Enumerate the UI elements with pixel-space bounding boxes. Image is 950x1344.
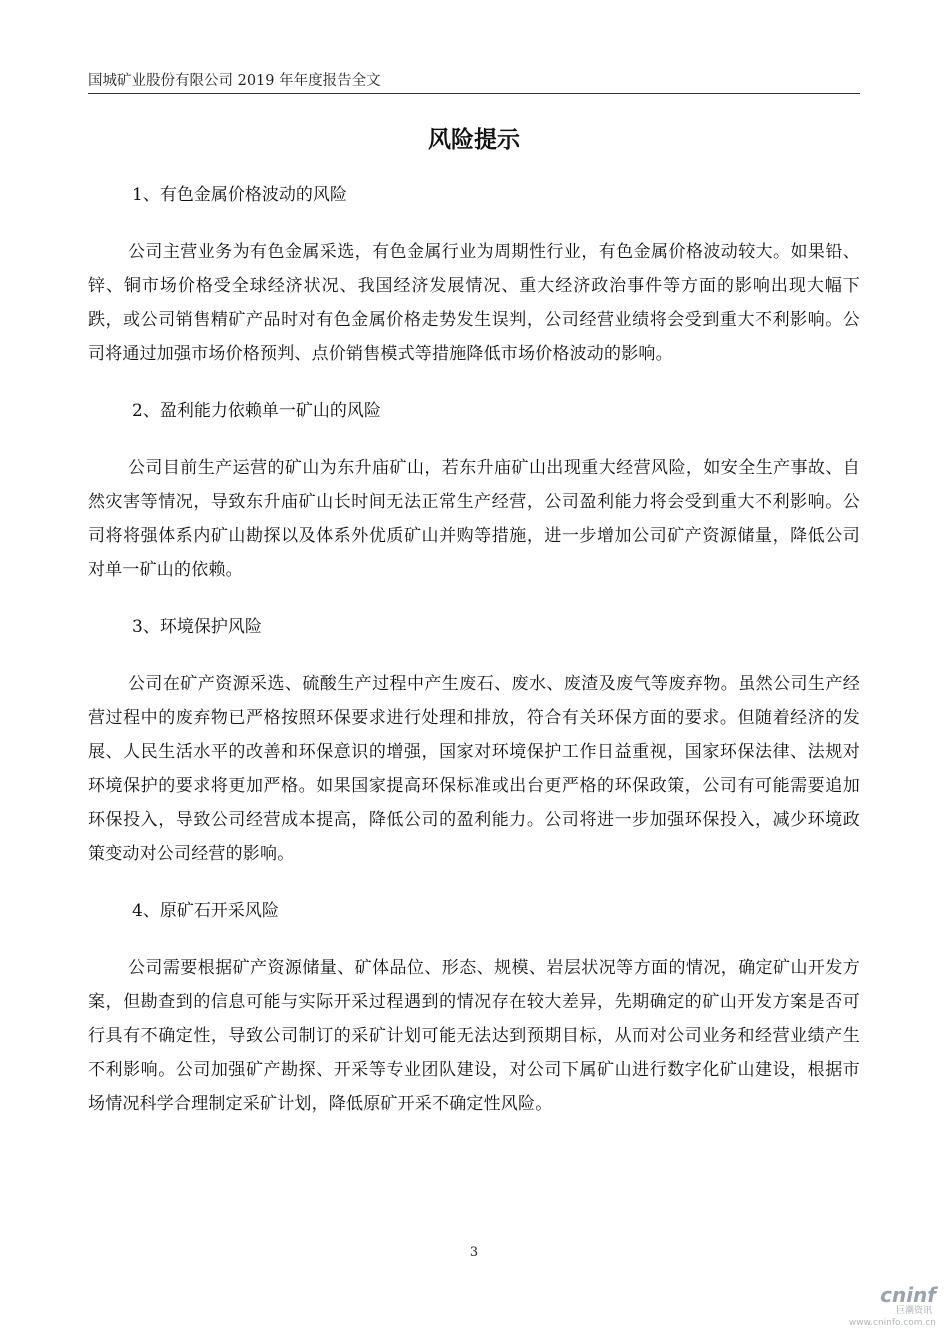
page-header (88, 72, 860, 94)
watermark-cn-name: 巨潮资讯 (895, 1306, 932, 1316)
section-heading: 4、原矿石开采风险 (132, 901, 279, 921)
watermark-url: www.cninfo.com.cn (848, 1318, 936, 1328)
page-title: 风险提示 (428, 126, 520, 153)
section-heading: 3、环境保护风险 (132, 617, 262, 637)
watermark-logo-text: cninf (880, 1283, 936, 1307)
risk-section-4 (88, 895, 860, 1121)
header-text: 国城矿业股份有限公司 2019 年年度报告全文 (88, 73, 381, 89)
risk-section-3 (88, 611, 860, 871)
section-paragraph: 公司需要根据矿产资源储量、矿体品位、形态、规模、岩层状况等方面的情况，确定矿山开发方案，但勘查到的信息可能与实际开采过程遇到的情况存在较大差异，先期确定的矿山开发方案是否可行具有不确定性，导致公司制订的采矿计划可能无法达到预期目标，从而对公司业务和经营业绩产生不利影响。公司加强矿产勘探、开采等专业团队建设，对公司下属矿山进行数字化矿山建设，根据市场情况科学合理制定采矿计划，降低原矿开采不确定性风险。 (88, 958, 860, 1114)
document-body (88, 179, 860, 1145)
page-number: 3 (469, 1245, 479, 1260)
section-paragraph: 公司主营业务为有色金属采选，有色金属行业为周期性行业，有色金属价格波动较大。如果铅、锌、铜市场价格受全球经济状况、我国经济发展情况、重大经济政治事件等方面的影响出现大幅下跌，或公司销售精矿产品时对有色金属价格走势发生误判，公司经营业绩将会受到重大不利影响。公司将通过加强市场价格预判、点价销售模式等措施降低市场价格波动的影响。 (88, 242, 860, 364)
section-heading: 1、有色金属价格波动的风险 (132, 185, 347, 205)
risk-section-2 (88, 395, 860, 587)
section-heading: 2、盈利能力依赖单一矿山的风险 (132, 401, 381, 421)
section-paragraph: 公司在矿产资源采选、硫酸生产过程中产生废石、废水、废渣及废气等废弃物。虽然公司生产经营过程中的废弃物已严格按照环保要求进行处理和排放，符合有关环保方面的要求。但随着经济的发展、人民生活水平的改善和环保意识的增强，国家对环境保护工作日益重视，国家环保法律、法规对环境保护的要求将更加严格。如果国家提高环保标准或出台更严格的环保政策，公司有可能需要追加环保投入，导致公司经营成本提高，降低公司的盈利能力。公司将进一步加强环保投入，减少环境政策变动对公司经营的影响。 (88, 674, 860, 864)
cninfo-watermark-logo (848, 1284, 936, 1334)
risk-section-1 (88, 179, 860, 371)
section-paragraph: 公司目前生产运营的矿山为东升庙矿山，若东升庙矿山出现重大经营风险，如安全生产事故、自然灾害等情况，导致东升庙矿山长时间无法正常生产经营，公司盈利能力将会受到重大不利影响。公司将将强体系内矿山勘探以及体系外优质矿山并购等措施，进一步增加公司矿产资源储量，降低公司对单一矿山的依赖。 (88, 458, 860, 580)
